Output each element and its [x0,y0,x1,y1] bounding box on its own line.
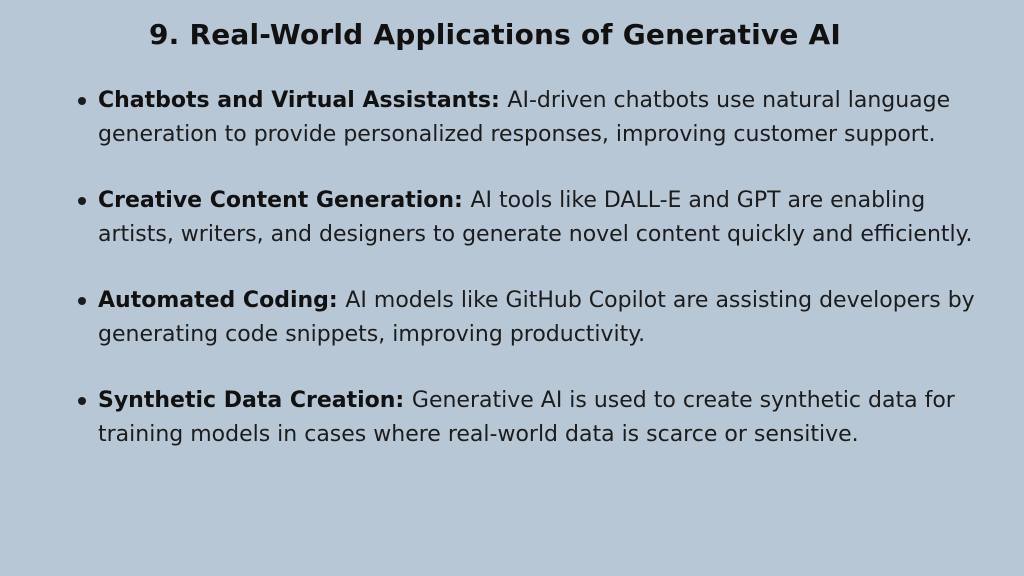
bullet-text: Generative AI is used to create synthetic data for training models in cases where real-world data is scarce or sensitive. [98,388,955,447]
bullet-heading: Chatbots and Virtual Assistants: [98,88,508,113]
bullet-text: AI models like GitHub Copilot are assisting developers by generating code snippets, improving productivity. [98,288,975,347]
bullet-item-synthetic-data [98,384,988,451]
bullet-text: AI-driven chatbots use natural language generation to provide personalized responses, improving customer support. [98,88,951,147]
bullet-item-automated-coding [98,284,988,351]
slide-title: 9. Real-World Applications of Generative AI [148,18,842,51]
bullet-text: AI tools like DALL-E and GPT are enabling artists, writers, and designers to generate novel content quickly and efficiently. [98,188,973,247]
bullet-icon [78,97,86,105]
bullet-item-chatbots [98,84,988,151]
bullet-icon [78,297,86,305]
bullet-heading: Creative Content Generation: [98,188,471,213]
bullet-list [98,84,988,451]
bullet-icon [78,397,86,405]
bullet-item-creative-content [98,184,988,251]
bullet-icon [78,197,86,205]
bullet-heading: Automated Coding: [98,288,346,313]
bullet-heading: Synthetic Data Creation: [98,388,412,413]
